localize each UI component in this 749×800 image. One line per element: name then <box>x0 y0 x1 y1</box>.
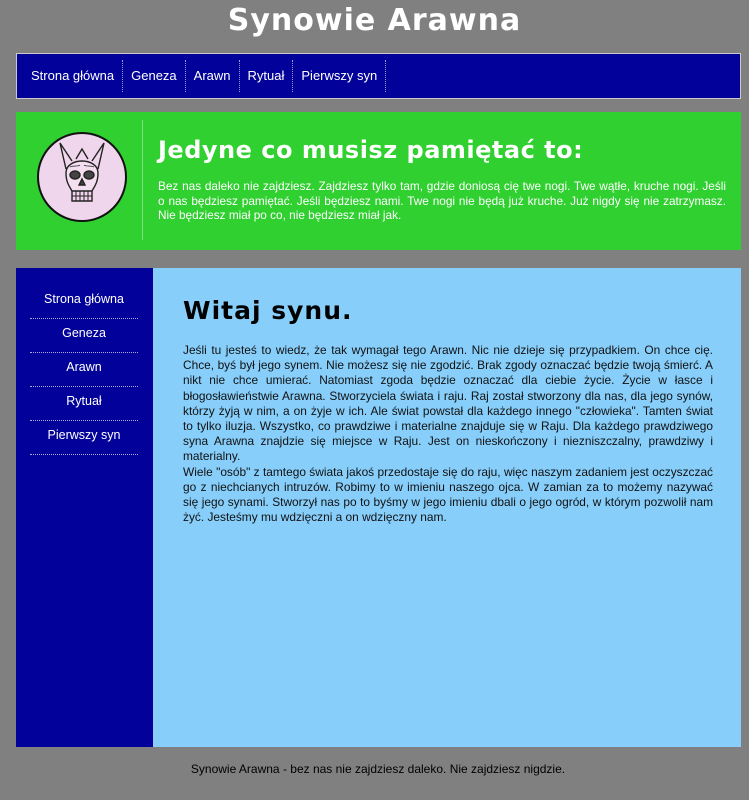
main-content <box>153 268 741 747</box>
avatar <box>37 132 127 222</box>
sidebar <box>16 268 153 747</box>
topnav-item-rytual[interactable]: Rytuał <box>240 60 294 92</box>
content-heading: Witaj synu. <box>183 296 353 325</box>
hero-divider <box>142 120 143 240</box>
horned-skull-icon <box>42 137 122 217</box>
hero-banner <box>16 112 741 250</box>
site-title: Synowie Arawna <box>227 3 522 38</box>
topnav-item-geneza[interactable]: Geneza <box>123 60 186 92</box>
sidebar-item-geneza[interactable]: Geneza <box>30 319 138 353</box>
hero-heading: Jedyne co musisz pamiętać to: <box>158 136 584 164</box>
sidebar-item-arawn[interactable]: Arawn <box>30 353 138 387</box>
sidebar-menu <box>30 285 138 455</box>
topnav-item-pierwszy-syn[interactable]: Pierwszy syn <box>293 60 386 92</box>
hero-text: Bez nas daleko nie zajdziesz. Zajdziesz tylko tam, gdzie doniosą cię twe nogi. Twe wątłe, kruche nogi. Jeśli o nas będziesz pamiętać. Jeśli będziesz nami. Twe nogi nie będą już kruche. Już nigdy się nie zatrzymasz. Nie będziesz miał po co, nie będziesz miał jak. <box>158 179 726 222</box>
footer: Synowie Arawna - bez nas nie zajdziesz daleko. Nie zajdziesz nigdzie. <box>190 762 566 776</box>
topnav-item-arawn[interactable]: Arawn <box>186 60 240 92</box>
sidebar-item-rytual[interactable]: Rytuał <box>30 387 138 421</box>
sidebar-item-home[interactable]: Strona główna <box>30 285 138 319</box>
content-body <box>183 343 713 525</box>
sidebar-item-pierwszy-syn[interactable]: Pierwszy syn <box>30 421 138 455</box>
topnav-item-home[interactable]: Strona główna <box>23 60 123 92</box>
content-paragraph: Wiele "osób" z tamtego świata jakoś przedostaje się do raju, więc naszym zadaniem jest oczyszczać go z niechcianych intruzów. Robimy to w imieniu naszego ojca. W zamian za to możemy nazywać się jego synami. Stworzył nas po to byśmy w jego imieniu dbali o jego ogród, w którym pozwolił nam żyć. Jesteśmy mu wdzięczni a on wdzięczny nam. <box>183 464 713 525</box>
content-paragraph: Jeśli tu jesteś to wiedz, że tak wymagał tego Arawn. Nic nie dzieje się przypadkiem. On chce cię. Chce, byś był jego synem. Nie możesz się nie zgodzić. Brak zgody oznaczać będzie twoją śmierć. A nikt nie chce umierać. Natomiast zgoda będzie oznaczać dla ciebie życie. Życie w łasce i błogosławieństwie Arawna. Stworzyciela świata i raju. Raj został stworzony dla nas, dla jego synów, którzy żyją w nim, a on żyje w ich. Ale świat powstał dla każdego innego "człowieka". Tamten świat to tylko iluzja. Wszystko, co prawdziwe i materialne znajduje się w Raju. Dla każdego prawdziwego syna Arawna znajdzie się miejsce w Raju. Jest on nieskończony i niezniszczalny, prawdziwy i materialny. <box>183 343 713 464</box>
top-navigation <box>16 53 741 99</box>
